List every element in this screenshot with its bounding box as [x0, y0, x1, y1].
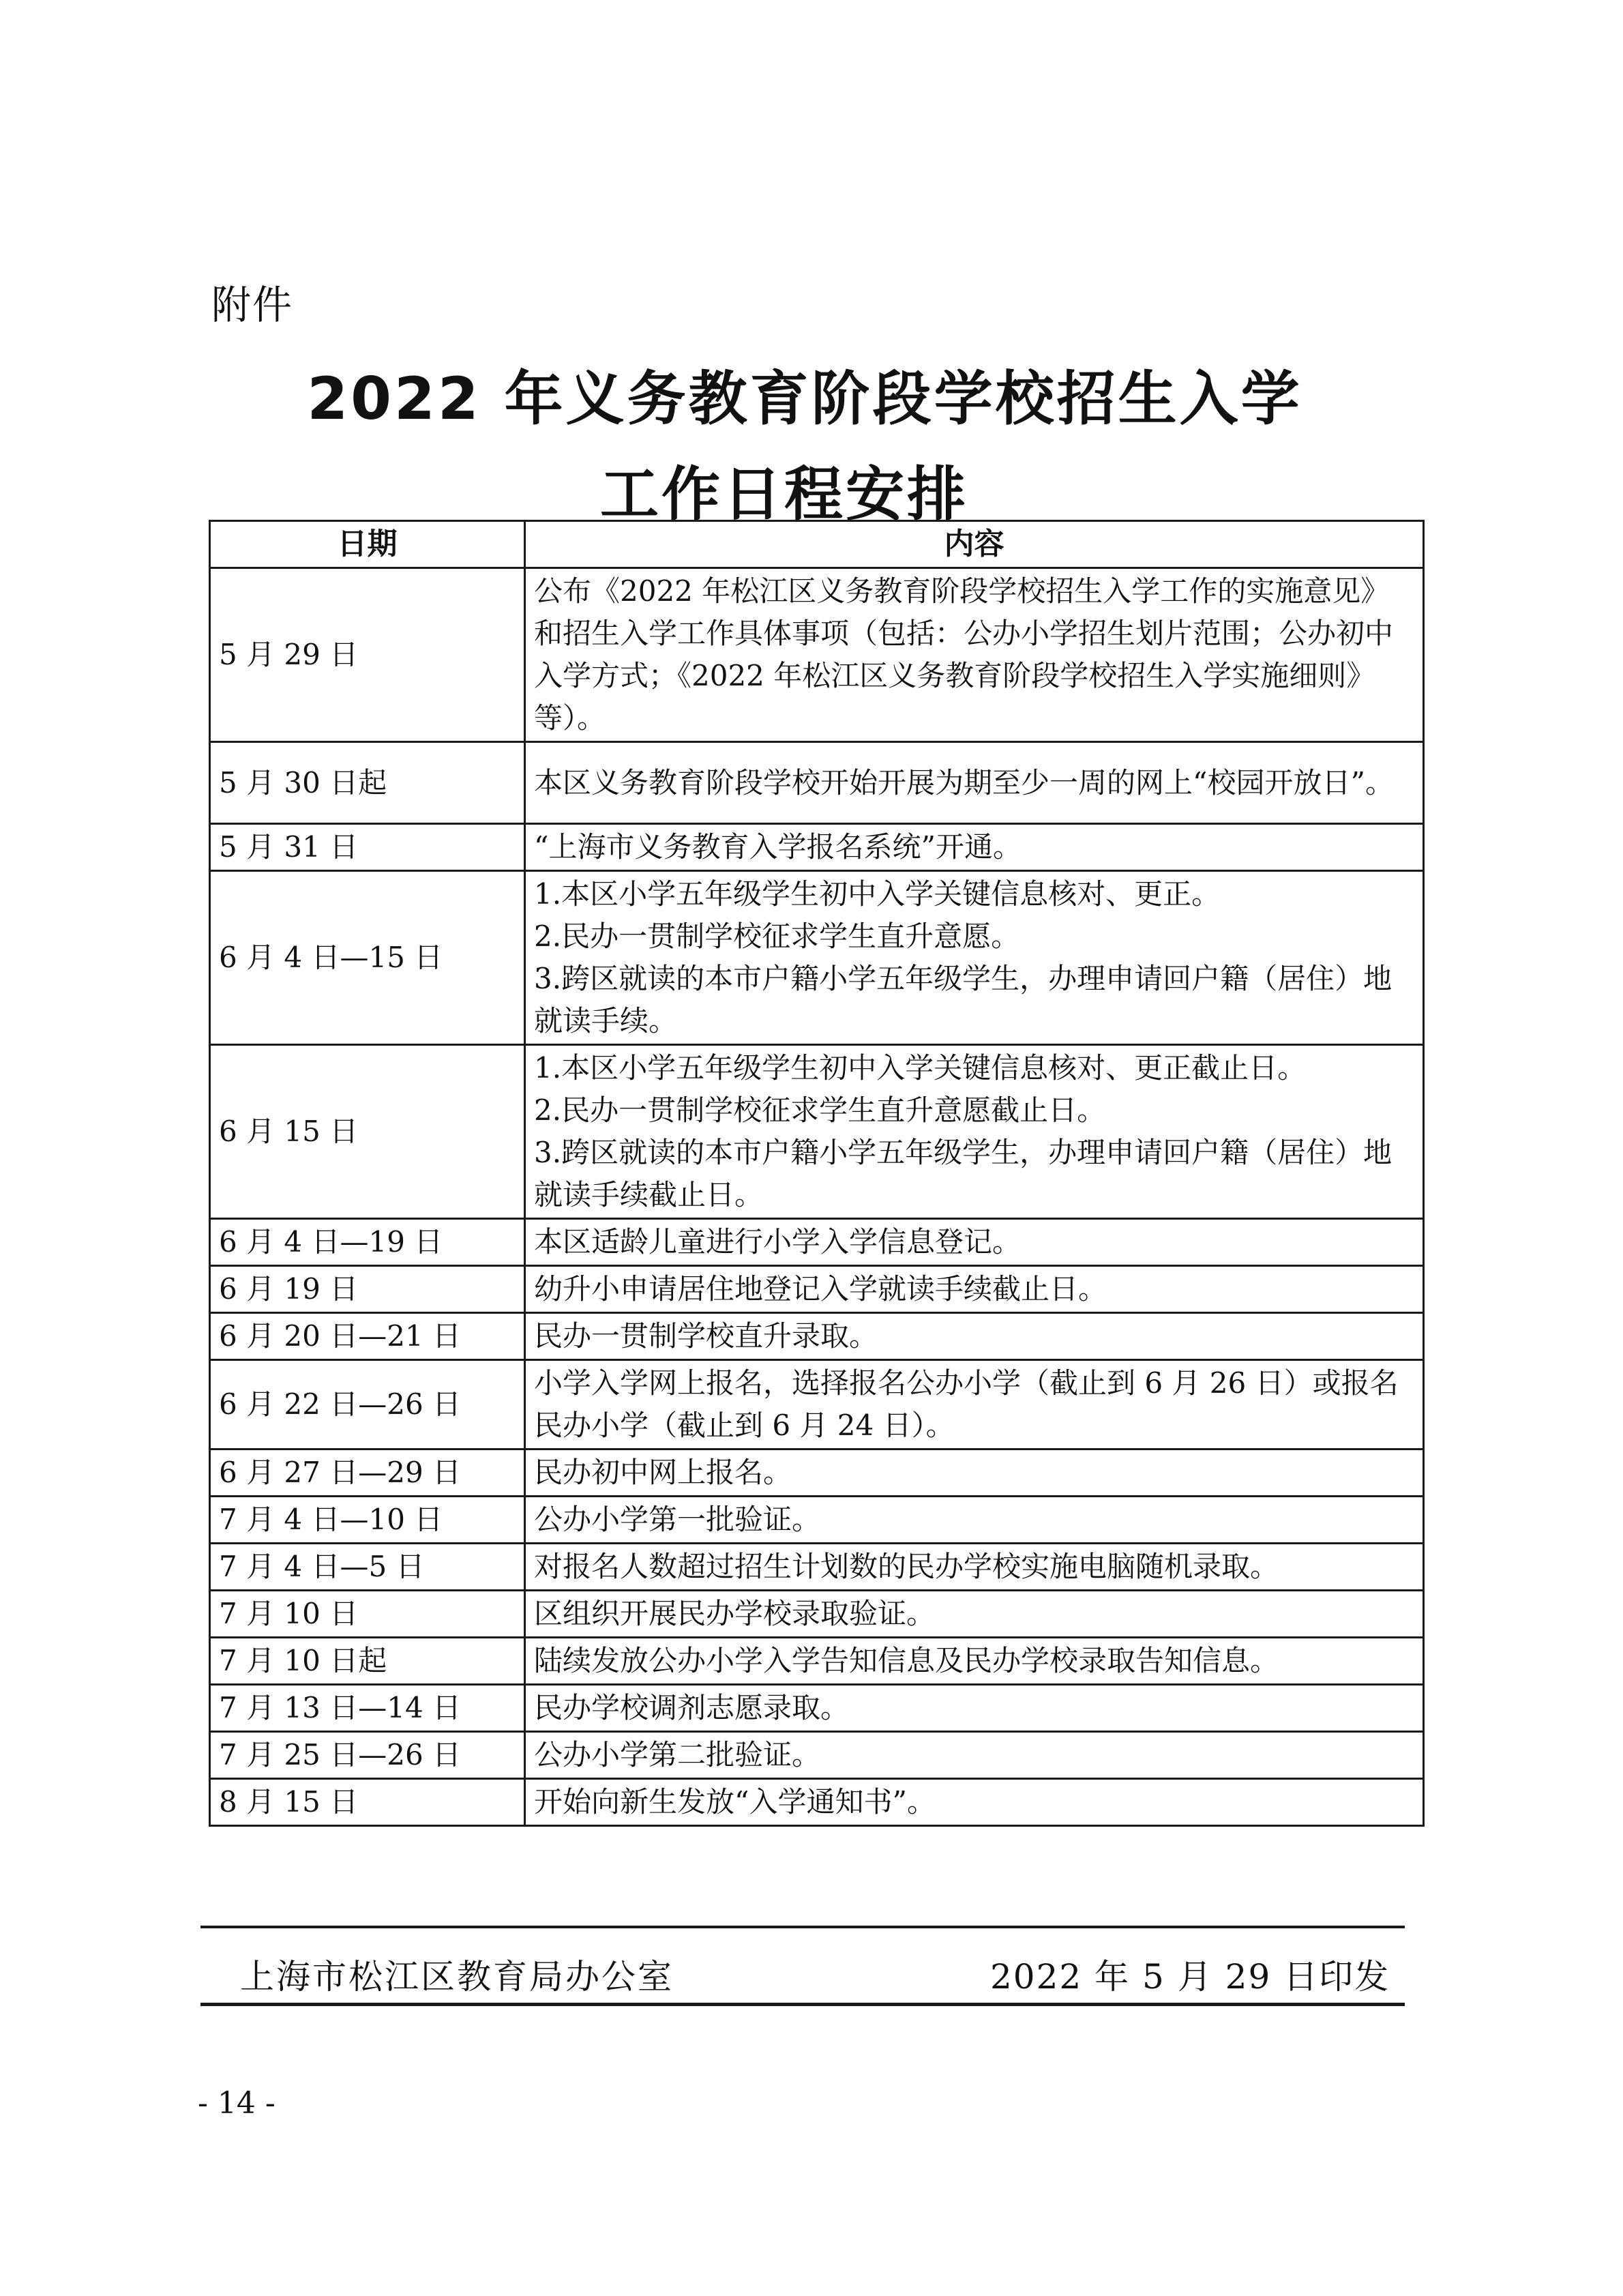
table-row: [210, 1685, 1424, 1732]
content-line: 民办学校调剂志愿录取。: [534, 1691, 850, 1724]
footer-top-rule: [200, 1926, 1405, 1928]
content-line: 幼升小申请居住地登记入学就读手续截止日。: [534, 1272, 1107, 1306]
content-line: “上海市义务教育入学报名系统”开通。: [534, 830, 1022, 864]
content-cell: [525, 1219, 1424, 1266]
table-row: [210, 1313, 1424, 1360]
page-number: - 14 -: [198, 2086, 276, 2121]
content-cell: [525, 1360, 1424, 1449]
table-row: [210, 568, 1424, 742]
content-line: 3.跨区就读的本市户籍小学五年级学生，办理申请回户籍（居住）地就读手续。: [534, 962, 1393, 1037]
date-cell: 7 月 13 日—14 日: [210, 1685, 525, 1732]
issue-date: 2022 年 5 月 29 日印发: [990, 1957, 1390, 1997]
date-cell: 8 月 15 日: [210, 1779, 525, 1826]
table-row: [210, 742, 1424, 824]
date-cell: 7 月 10 日: [210, 1591, 525, 1638]
content-line: 公布《2022 年松江区义务教育阶段学校招生入学工作的实施意见》和招生入学工作具体事项（包括：公办小学招生划片范围；公办初中入学方式；《2022 年松江区义务教育阶段学校招生入学实施细则》等）。: [534, 574, 1394, 735]
content-line: 民办一贯制学校直升录取。: [534, 1319, 878, 1353]
content-cell: [525, 1732, 1424, 1779]
content-cell: [525, 824, 1424, 871]
content-line: 1.本区小学五年级学生初中入学关键信息核对、更正截止日。: [534, 1051, 1307, 1085]
attachment-label: 附件: [211, 282, 294, 328]
date-cell: 6 月 4 日—19 日: [210, 1219, 525, 1266]
footer-bottom-rule: [200, 2003, 1405, 2006]
column-header-date: 日期: [210, 521, 525, 568]
document-title-line-2: 工作日程安排: [600, 460, 968, 529]
content-line: 本区适龄儿童进行小学入学信息登记。: [534, 1225, 1022, 1259]
issuer-name: 上海市松江区教育局办公室: [240, 1957, 674, 1997]
content-line: 公办小学第二批验证。: [534, 1738, 821, 1771]
table-header-row: [210, 521, 1424, 568]
date-cell: 5 月 29 日: [210, 568, 525, 742]
date-cell: 7 月 4 日—10 日: [210, 1497, 525, 1544]
content-cell: [525, 1544, 1424, 1591]
date-cell: 6 月 20 日—21 日: [210, 1313, 525, 1360]
content-cell: [525, 1779, 1424, 1826]
content-cell: [525, 1591, 1424, 1638]
schedule-table: [209, 520, 1425, 1827]
content-cell: [525, 871, 1424, 1045]
date-cell: 7 月 4 日—5 日: [210, 1544, 525, 1591]
table-row: [210, 1219, 1424, 1266]
content-line: 对报名人数超过招生计划数的民办学校实施电脑随机录取。: [534, 1550, 1279, 1583]
content-cell: [525, 742, 1424, 824]
date-cell: 5 月 30 日起: [210, 742, 525, 824]
table-row: [210, 1779, 1424, 1826]
content-cell: [525, 1497, 1424, 1544]
schedule-table-body: [210, 568, 1424, 1826]
content-line: 小学入学网上报名，选择报名公办小学（截止到 6 月 26 日）或报名民办小学（截止到 6 月 24 日）。: [534, 1366, 1399, 1442]
table-row: [210, 1497, 1424, 1544]
date-cell: 6 月 19 日: [210, 1266, 525, 1313]
table-row: [210, 1638, 1424, 1685]
table-row: [210, 1591, 1424, 1638]
content-line: 2.民办一贯制学校征求学生直升意愿截止日。: [534, 1093, 1106, 1127]
table-row: [210, 1045, 1424, 1219]
date-cell: 6 月 15 日: [210, 1045, 525, 1219]
date-cell: 6 月 4 日—15 日: [210, 871, 525, 1045]
date-cell: 6 月 27 日—29 日: [210, 1449, 525, 1497]
date-cell: 5 月 31 日: [210, 824, 525, 871]
content-cell: [525, 1045, 1424, 1219]
content-line: 区组织开展民办学校录取验证。: [534, 1597, 936, 1630]
content-line: 1.本区小学五年级学生初中入学关键信息核对、更正。: [534, 877, 1221, 911]
table-row: [210, 1449, 1424, 1497]
content-line: 开始向新生发放“入学通知书”。: [534, 1785, 936, 1819]
table-row: [210, 1360, 1424, 1449]
table-row: [210, 1732, 1424, 1779]
content-cell: [525, 1313, 1424, 1360]
content-cell: [525, 568, 1424, 742]
content-line: 民办初中网上报名。: [534, 1456, 792, 1489]
date-cell: 6 月 22 日—26 日: [210, 1360, 525, 1449]
table-row: [210, 871, 1424, 1045]
content-cell: [525, 1685, 1424, 1732]
content-line: 3.跨区就读的本市户籍小学五年级学生，办理申请回户籍（居住）地就读手续截止日。: [534, 1136, 1393, 1211]
content-line: 本区义务教育阶段学校开始开展为期至少一周的网上“校园开放日”。: [534, 765, 1394, 799]
date-cell: 7 月 25 日—26 日: [210, 1732, 525, 1779]
content-cell: [525, 1638, 1424, 1685]
column-header-content: 内容: [525, 521, 1424, 568]
table-row: [210, 1544, 1424, 1591]
content-cell: [525, 1266, 1424, 1313]
content-cell: [525, 1449, 1424, 1497]
content-line: 公办小学第一批验证。: [534, 1503, 821, 1536]
table-row: [210, 1266, 1424, 1313]
content-line: 陆续发放公办小学入学告知信息及民办学校录取告知信息。: [534, 1644, 1279, 1677]
date-cell: 7 月 10 日起: [210, 1638, 525, 1685]
table-row: [210, 824, 1424, 871]
content-line: 2.民办一贯制学校征求学生直升意愿。: [534, 919, 1020, 953]
document-title-line-1: 2022 年义务教育阶段学校招生入学: [307, 365, 1302, 433]
